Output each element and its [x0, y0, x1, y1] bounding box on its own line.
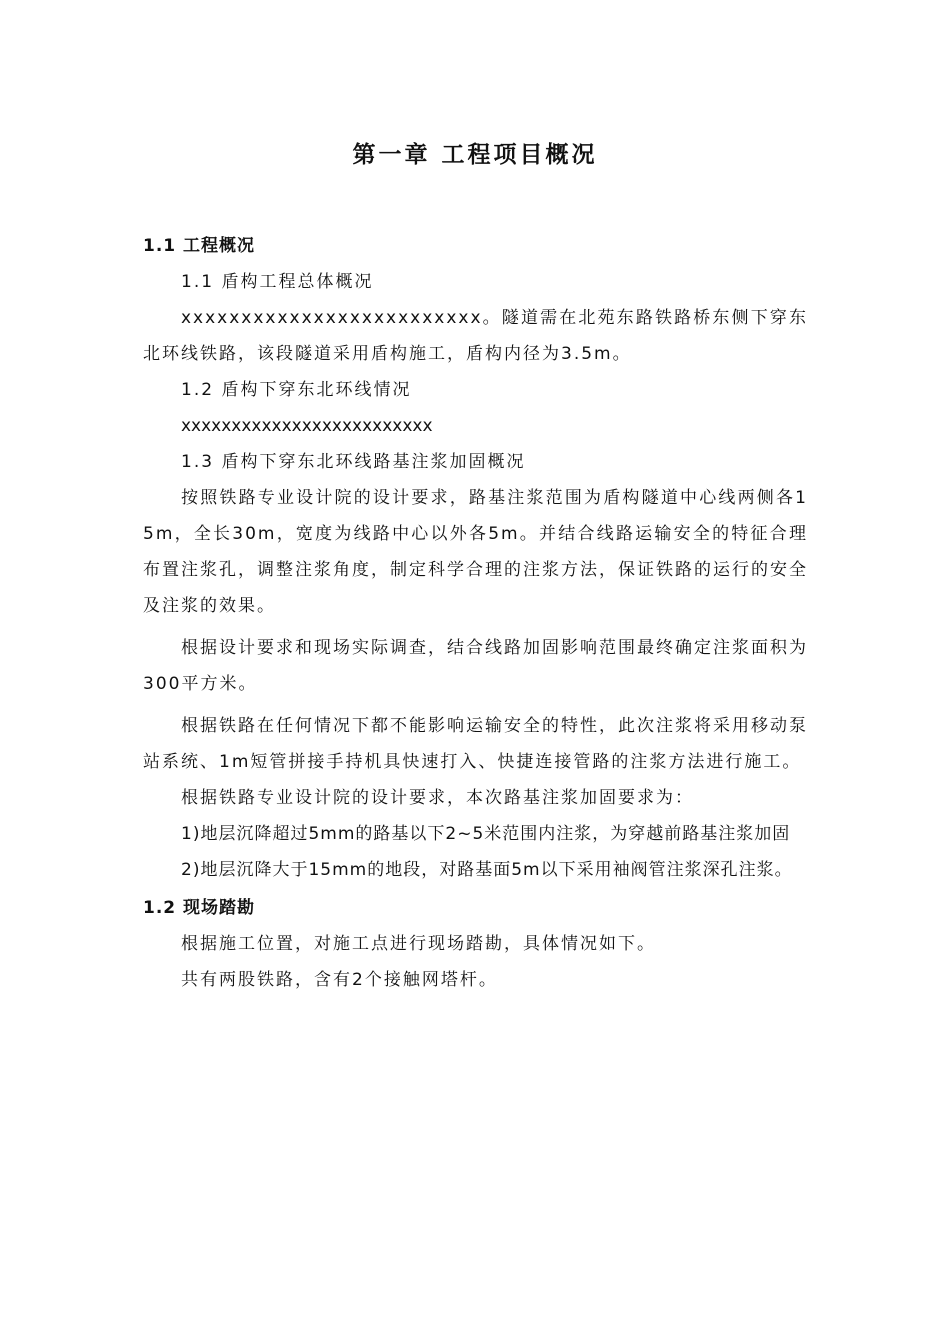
- paragraph-site-survey: 根据施工位置，对施工点进行现场踏勘，具体情况如下。: [181, 934, 656, 954]
- paragraph-undercrossing: xxxxxxxxxxxxxxxxxxxxxxxxx: [181, 416, 433, 436]
- paragraph-grouting-scope: 按照铁路专业设计院的设计要求，路基注浆范围为盾构隧道中心线两侧各15m，全长30m，宽度为线路中心以外各5m。并结合线路运输安全的特征合理布置注浆孔，调整注浆角度，制定科学合理的注浆方法，保证铁路的运行的安全及注浆的效果。: [143, 488, 808, 616]
- paragraph-grouting-area: 根据设计要求和现场实际调查，结合线路加固影响范围最终确定注浆面积为300平方米。: [143, 638, 808, 694]
- subsection-title-grouting-overview: 1.3 盾构下穿东北环线路基注浆加固概况: [181, 452, 526, 472]
- paragraph-grouting-method: 根据铁路在任何情况下都不能影响运输安全的特性，此次注浆将采用移动泵站系统、1m短管拼接手持机具快速打入、快捷连接管路的注浆方法进行施工。: [143, 716, 808, 772]
- subsection-title-undercrossing: 1.2 盾构下穿东北环线情况: [181, 380, 412, 400]
- chapter-title: 第一章 工程项目概况: [352, 142, 598, 168]
- subsection-title-shield-overview: 1.1 盾构工程总体概况: [181, 272, 374, 292]
- section-heading-1-2: 1.2 现场踏勘: [143, 898, 256, 918]
- document-body: [143, 226, 808, 998]
- paragraph-grouting-requirements: 根据铁路专业设计院的设计要求，本次路基注浆加固要求为：: [181, 788, 694, 808]
- paragraph-railway-tracks: 共有两股铁路，含有2个接触网塔杆。: [181, 970, 498, 990]
- requirement-item-1: 1)地层沉降超过5mm的路基以下2~5米范围内注浆，为穿越前路基注浆加固: [181, 824, 791, 844]
- section-heading-1-1: 1.1 工程概况: [143, 236, 256, 256]
- requirement-item-2: 2)地层沉降大于15mm的地段，对路基面5m以下采用袖阀管注浆深孔注浆。: [181, 860, 793, 880]
- paragraph-shield-overview: xxxxxxxxxxxxxxxxxxxxxxxxx。隧道需在北苑东路铁路桥东侧下穿东北环线铁路，该段隧道采用盾构施工，盾构内径为3.5m。: [143, 308, 808, 364]
